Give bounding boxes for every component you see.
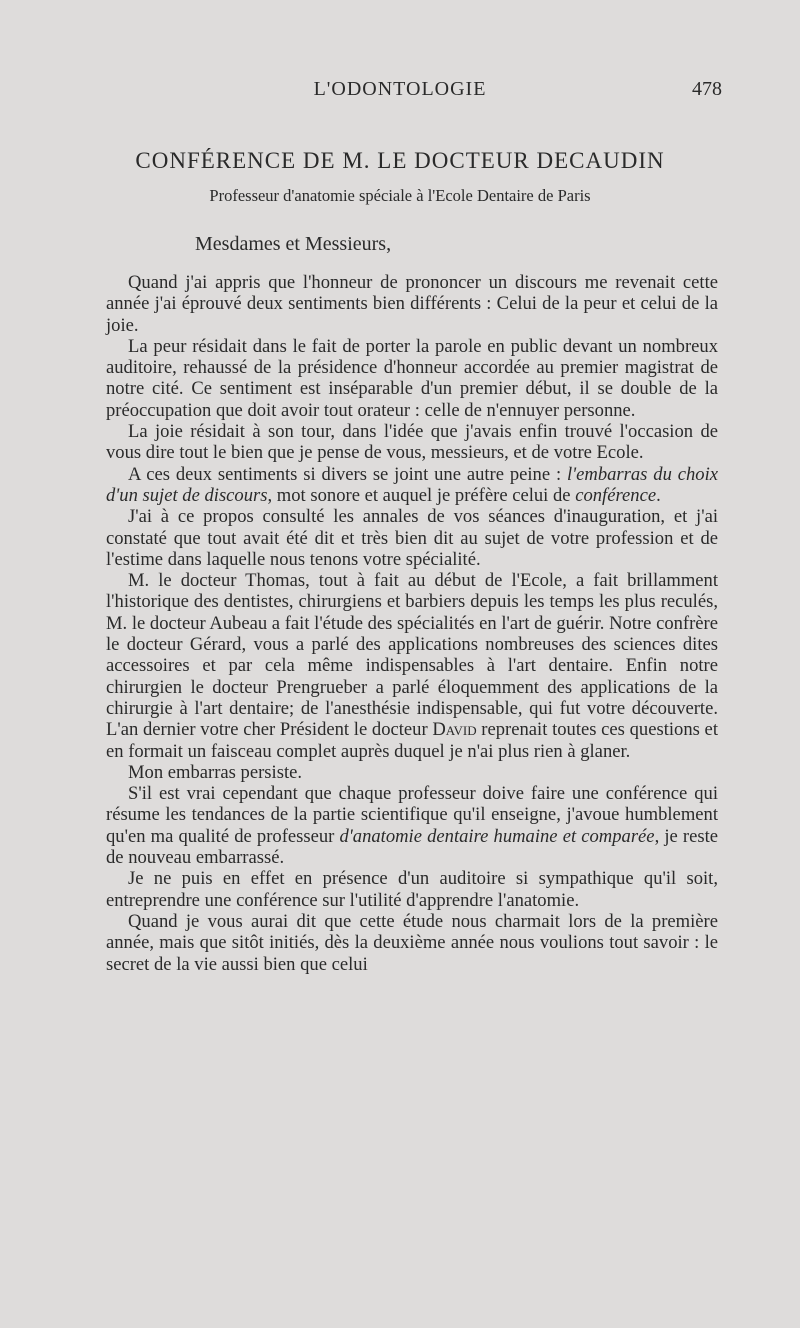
paragraph: Je ne puis en effet en présence d'un auditoire si sympathique qu'il soit, entreprendre une conférence sur l'utilité d'apprendre l'anatomie.: [106, 868, 718, 911]
paragraph: Quand je vous aurai dit que cette étude nous charmait lors de la première année, mais que sitôt initiés, dès la deuxième année nous voulions tout savoir : le secret de la vie aussi bien que celui: [106, 910, 718, 975]
running-header: [0, 78, 800, 108]
italic-phrase: conférence: [575, 484, 657, 506]
paragraph: M. le docteur Thomas, tout à fait au début de l'Ecole, a fait brillamment l'historique des dentistes, chirurgiens et barbiers depuis les temps les plus reculés, M. le docteur Aubeau a fait l'étude des spécialités en l'art de guérir. Notre confrère le docteur Gérard, vous a parlé des applications nombreuses des sciences dites accessoires et par cela même indispensables à l'art dentaire. Enfin notre chirurgien le docteur Prengrueber a parlé éloquemment des applications de la chirurgie à l'art dentaire; de l'anesthésie indispensable, qui fut votre découverte. L'an dernier votre cher Président le docteur David reprenait toutes ces questions et en formait un faisceau complet auprès duquel je n'ai plus rien à glaner.: [106, 570, 718, 762]
running-title: L'ODONTOLOGIE: [313, 78, 487, 100]
paragraph: La peur résidait dans le fait de porter la parole en public devant un nombreux auditoire, rehaussé de la présidence d'honneur accordée au premier magistrat de notre cité. Ce sentiment est inséparable d'un premier début, il se double de la préoccupation que doit avoir tout orateur : celle de n'ennuyer personne.: [106, 335, 718, 421]
paragraph: La joie résidait à son tour, dans l'idée que j'avais enfin trouvé l'occasion de vous dire tout le bien que je pense de vous, messieurs, et de votre Ecole.: [106, 421, 718, 464]
paragraph: Quand j'ai appris que l'honneur de prononcer un discours me revenait cette année j'ai éprouvé deux sentiments bien différents : Celui de la peur et celui de la joie.: [106, 272, 718, 336]
paragraph: A ces deux sentiments si divers se joint une autre peine : l'embarras du choix d'un sujet de discours, mot sonore et auquel je préfère celui de conférence.: [106, 463, 718, 506]
paragraph: S'il est vrai cependant que chaque professeur doive faire une conférence qui résume les tendances de la partie scientifique qu'il enseigne, j'avoue humblement qu'en ma qualité de professeur d'anatomie dentaire humaine et comparée, je reste de nouveau embarrassé.: [106, 783, 719, 869]
italic-phrase: l'embarras du choix d'un sujet de discours: [106, 463, 718, 506]
italic-phrase: d'anatomie dentaire humaine et comparée: [339, 825, 655, 847]
article-title: CONFÉRENCE DE M. LE DOCTEUR DECAUDIN: [135, 148, 665, 173]
paragraph: Mon embarras persiste.: [128, 761, 303, 783]
article-subtitle: Professeur d'anatomie spéciale à l'Ecole Dentaire de Paris: [209, 186, 591, 205]
page-number: 478: [692, 78, 722, 100]
paragraph: J'ai à ce propos consulté les annales de vos séances d'inauguration, et j'ai constaté que tout avait été dit et très bien dit au sujet de votre profession et de l'estime dans laquelle nous tenons votre spécialité.: [106, 506, 718, 570]
salutation: Mesdames et Messieurs,: [195, 233, 392, 255]
body-text: [106, 272, 718, 975]
small-caps-name: David: [432, 719, 477, 741]
